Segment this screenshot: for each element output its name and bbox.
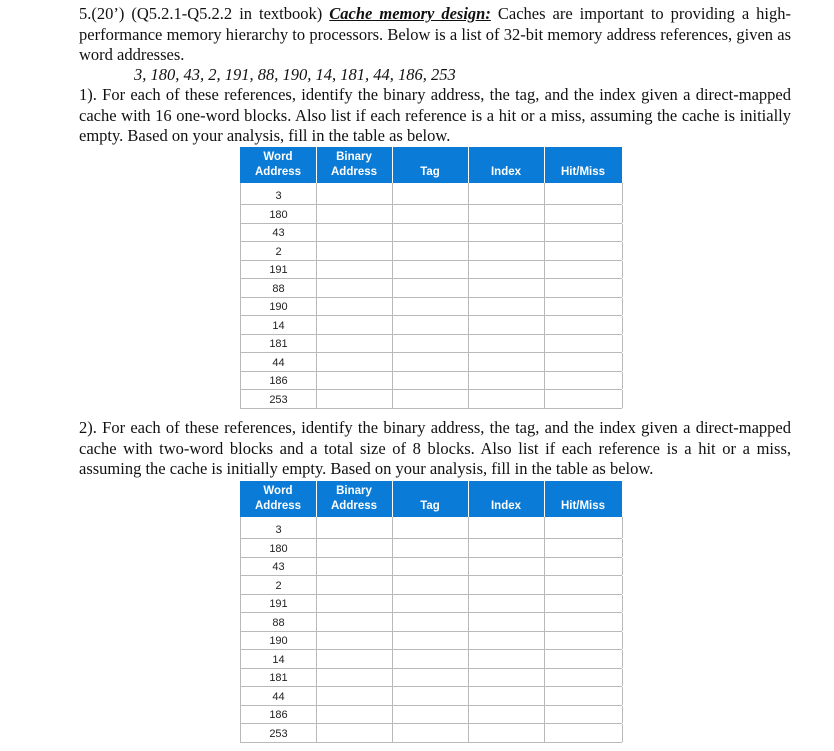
word-address-value: 186: [269, 375, 288, 387]
index-cell: [469, 390, 545, 408]
table-row: [241, 724, 622, 743]
word-address-value: 181: [269, 672, 288, 684]
header-tag: [392, 147, 468, 183]
table-row: [241, 539, 622, 558]
table-header: [240, 147, 622, 183]
word-address-value: 190: [269, 635, 288, 647]
word-address-cell: [241, 183, 317, 204]
tag-cell: [393, 224, 469, 242]
hit-miss-cell: [545, 298, 623, 316]
index-cell: [469, 558, 545, 576]
hit-miss-cell: [545, 183, 623, 204]
index-cell: [469, 517, 545, 538]
tag-cell: [393, 724, 469, 742]
tag-cell: [393, 595, 469, 613]
binary-address-cell: [317, 558, 393, 576]
tag-cell: [393, 261, 469, 279]
table-row: [241, 242, 622, 261]
tag-cell: [393, 335, 469, 353]
word-address-cell: [241, 353, 317, 371]
binary-address-cell: [317, 576, 393, 594]
word-address-cell: [241, 316, 317, 334]
word-address-cell: [241, 724, 317, 742]
word-address-cell: [241, 517, 317, 538]
hit-miss-cell: [545, 650, 623, 668]
table-part2: [240, 481, 622, 743]
word-address-cell: [241, 279, 317, 297]
header-word-line2: Address: [254, 500, 302, 512]
word-address-cell: [241, 539, 317, 557]
index-cell: [469, 224, 545, 242]
binary-address-cell: [317, 669, 393, 687]
table-part1: [240, 147, 622, 409]
table-row: [241, 372, 622, 391]
word-address-value: 43: [272, 227, 285, 239]
binary-address-cell: [317, 316, 393, 334]
word-address-cell: [241, 687, 317, 705]
word-address-cell: [241, 632, 317, 650]
tag-cell: [393, 183, 469, 204]
header-binary-line1: Binary: [336, 151, 372, 163]
table-row: [241, 687, 622, 706]
binary-address-cell: [317, 613, 393, 631]
tag-cell: [393, 650, 469, 668]
tag-cell: [393, 205, 469, 223]
tag-cell: [393, 242, 469, 260]
binary-address-cell: [317, 205, 393, 223]
hit-miss-cell: [545, 687, 623, 705]
hit-miss-cell: [545, 242, 623, 260]
header-index: [468, 147, 544, 183]
table-row: [241, 205, 622, 224]
hit-miss-cell: [545, 224, 623, 242]
hit-miss-cell: [545, 539, 623, 557]
header-index-label: Index: [490, 166, 522, 178]
word-address-value: 88: [272, 282, 285, 295]
word-address-value: 180: [269, 542, 288, 555]
header-hitmiss-label: Hit/Miss: [560, 166, 606, 178]
binary-address-cell: [317, 390, 393, 408]
word-address-value: 2: [275, 245, 282, 258]
word-address-cell: [241, 205, 317, 223]
word-address-value: 181: [269, 338, 288, 350]
table-row: [241, 650, 622, 669]
binary-address-cell: [317, 298, 393, 316]
index-cell: [469, 687, 545, 705]
tag-cell: [393, 706, 469, 724]
word-address-cell: [241, 669, 317, 687]
tag-cell: [393, 316, 469, 334]
index-cell: [469, 539, 545, 557]
table-header: [240, 481, 622, 517]
word-address-cell: [241, 595, 317, 613]
word-address-cell: [241, 706, 317, 724]
tag-cell: [393, 687, 469, 705]
binary-address-cell: [317, 724, 393, 742]
part2-text: 2). For each of these references, identify the binary address, the tag, and the index given a direct-mapped cache with two-word blocks and a total size of 8 blocks. Also list if each reference is a hit or a miss, assuming the cache is initially empty. Based on your analysis, fill in the table as below.: [79, 418, 791, 478]
header-hitmiss-label: Hit/Miss: [560, 500, 606, 512]
binary-address-cell: [317, 224, 393, 242]
index-cell: [469, 316, 545, 334]
word-address-value: 44: [272, 690, 285, 703]
word-address-value: 43: [272, 561, 285, 573]
index-cell: [469, 183, 545, 204]
header-binary-line2: Address: [330, 500, 378, 512]
index-cell: [469, 279, 545, 297]
part1-text: 1). For each of these references, identify the binary address, the tag, and the index given a direct-mapped cache with 16 one-word blocks. Also list if each reference is a hit or a miss, assuming the cache is initially empty. Based on your analysis, fill in the table as below.: [79, 85, 791, 145]
table-row: [241, 224, 622, 243]
hit-miss-cell: [545, 632, 623, 650]
word-address-value: 191: [269, 264, 288, 276]
hit-miss-cell: [545, 706, 623, 724]
table-body: [240, 517, 622, 743]
index-cell: [469, 335, 545, 353]
binary-address-cell: [317, 517, 393, 538]
word-address-cell: [241, 613, 317, 631]
word-address-cell: [241, 372, 317, 390]
table-row: [241, 632, 622, 651]
header-index: [468, 481, 544, 517]
word-address-cell: [241, 650, 317, 668]
word-address-cell: [241, 261, 317, 279]
binary-address-cell: [317, 687, 393, 705]
word-address-value: 14: [272, 319, 285, 332]
word-address-cell: [241, 390, 317, 408]
table-row: [241, 576, 622, 595]
table-row: [241, 183, 622, 205]
index-cell: [469, 669, 545, 687]
binary-address-cell: [317, 372, 393, 390]
index-cell: [469, 650, 545, 668]
table-row: [241, 335, 622, 354]
table-row: [241, 669, 622, 688]
header-binary-line1: Binary: [336, 485, 372, 497]
tag-cell: [393, 613, 469, 631]
table-row: [241, 261, 622, 280]
index-cell: [469, 242, 545, 260]
word-address-value: 253: [269, 393, 288, 406]
table-row: [241, 316, 622, 335]
word-address-cell: [241, 298, 317, 316]
header-hit-miss: [544, 147, 622, 183]
table-row: [241, 390, 622, 409]
word-address-cell: [241, 558, 317, 576]
index-cell: [469, 261, 545, 279]
binary-address-cell: [317, 183, 393, 204]
table-body: [240, 183, 622, 409]
problem-topic: Cache memory design:: [329, 4, 491, 23]
index-cell: [469, 613, 545, 631]
word-address-value: 180: [269, 208, 288, 221]
table-row: [241, 613, 622, 632]
word-address-value: 191: [269, 598, 288, 610]
hit-miss-cell: [545, 595, 623, 613]
binary-address-cell: [317, 279, 393, 297]
index-cell: [469, 576, 545, 594]
index-cell: [469, 205, 545, 223]
header-word-line1: Word: [263, 485, 293, 497]
tag-cell: [393, 669, 469, 687]
index-cell: [469, 724, 545, 742]
word-address-value: 14: [272, 653, 285, 666]
hit-miss-cell: [545, 576, 623, 594]
tag-cell: [393, 372, 469, 390]
tag-cell: [393, 517, 469, 538]
word-address-cell: [241, 576, 317, 594]
word-address-value: 190: [269, 301, 288, 313]
hit-miss-cell: [545, 390, 623, 408]
header-word-line1: Word: [263, 151, 293, 163]
tag-cell: [393, 539, 469, 557]
header-tag-label: Tag: [420, 500, 440, 512]
problem-prefix: 5.(20’) (Q5.2.1-Q5.2.2 in textbook): [79, 4, 330, 23]
tag-cell: [393, 298, 469, 316]
binary-address-cell: [317, 353, 393, 371]
hit-miss-cell: [545, 613, 623, 631]
table-row: [241, 353, 622, 372]
binary-address-cell: [317, 261, 393, 279]
word-address-value: 186: [269, 709, 288, 721]
index-cell: [469, 595, 545, 613]
word-address-value: 2: [275, 579, 282, 592]
word-address-cell: [241, 335, 317, 353]
problem-intro: [79, 4, 791, 66]
header-index-label: Index: [490, 500, 522, 512]
hit-miss-cell: [545, 353, 623, 371]
tag-cell: [393, 558, 469, 576]
hit-miss-cell: [545, 335, 623, 353]
hit-miss-cell: [545, 517, 623, 538]
table-row: [241, 595, 622, 614]
index-cell: [469, 298, 545, 316]
header-tag: [392, 481, 468, 517]
word-address-value: 44: [272, 356, 285, 369]
hit-miss-cell: [545, 205, 623, 223]
tag-cell: [393, 390, 469, 408]
problem-intro-text: Caches are important to providing a high-performance memory hierarchy to processors. Below is a list of 32-bit memory address references, given as word addresses.: [79, 4, 791, 64]
header-word-line2: Address: [254, 166, 302, 178]
word-address-value: 3: [275, 190, 282, 202]
tag-cell: [393, 576, 469, 594]
table-row: [241, 517, 622, 539]
index-cell: [469, 706, 545, 724]
header-binary-line2: Address: [330, 166, 378, 178]
hit-miss-cell: [545, 558, 623, 576]
hit-miss-cell: [545, 724, 623, 742]
header-binary-address: [316, 147, 392, 183]
hit-miss-cell: [545, 372, 623, 390]
table-row: [241, 279, 622, 298]
hit-miss-cell: [545, 279, 623, 297]
tag-cell: [393, 632, 469, 650]
header-word-address: [240, 481, 316, 517]
binary-address-cell: [317, 650, 393, 668]
binary-address-cell: [317, 632, 393, 650]
hit-miss-cell: [545, 316, 623, 334]
word-address-cell: [241, 242, 317, 260]
binary-address-cell: [317, 242, 393, 260]
header-hit-miss: [544, 481, 622, 517]
table-row: [241, 298, 622, 317]
binary-address-cell: [317, 595, 393, 613]
binary-address-cell: [317, 539, 393, 557]
table-row: [241, 706, 622, 725]
index-cell: [469, 372, 545, 390]
index-cell: [469, 353, 545, 371]
header-binary-address: [316, 481, 392, 517]
tag-cell: [393, 353, 469, 371]
header-word-address: [240, 147, 316, 183]
word-address-value: 253: [269, 727, 288, 740]
binary-address-cell: [317, 706, 393, 724]
binary-address-cell: [317, 335, 393, 353]
table-row: [241, 558, 622, 577]
reference-list: 3, 180, 43, 2, 191, 88, 190, 14, 181, 44, 186, 253: [134, 65, 456, 84]
hit-miss-cell: [545, 261, 623, 279]
tag-cell: [393, 279, 469, 297]
word-address-cell: [241, 224, 317, 242]
index-cell: [469, 632, 545, 650]
hit-miss-cell: [545, 669, 623, 687]
word-address-value: 88: [272, 616, 285, 629]
header-tag-label: Tag: [420, 166, 440, 178]
word-address-value: 3: [275, 524, 282, 536]
